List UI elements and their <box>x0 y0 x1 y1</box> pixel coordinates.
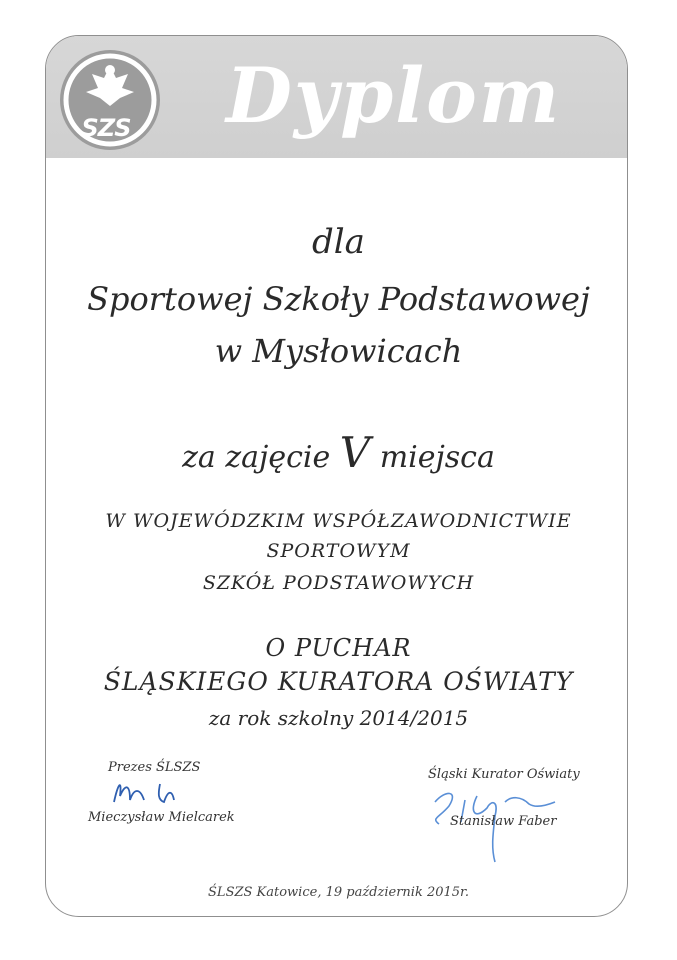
left-signature-name: Mieczysław Mielcarek <box>88 810 235 825</box>
placement-before: za zajęcie <box>182 440 331 475</box>
competition-line-1: W WOJEWÓDZKIM WSPÓŁZAWODNICTWIE <box>105 510 572 532</box>
cup-line-1: O PUCHAR <box>265 634 412 662</box>
recipient-prefix: dla <box>312 222 365 262</box>
footer-text: ŚLSZS Katowice, 19 październik 2015r. <box>208 885 469 900</box>
competition-line-3: SZKÓŁ PODSTAWOWYCH <box>202 572 475 594</box>
left-signature-title: Prezes ŚLSZS <box>108 760 201 775</box>
recipient-line-2: w Mysłowicach <box>214 332 463 370</box>
right-signature-title: Śląski Kurator Oświaty <box>428 767 580 782</box>
placement-line <box>0 428 677 477</box>
right-signature-name: Stanisław Faber <box>450 814 557 829</box>
left-signature-mark <box>100 772 220 812</box>
competition-line-2: SPORTOWYM <box>266 540 411 562</box>
placement-place: V <box>339 428 371 477</box>
recipient-line-1: Sportowej Szkoły Podstawowej <box>87 280 590 318</box>
logo-text: SZS <box>81 114 131 142</box>
placement-after: miejsca <box>379 440 495 475</box>
diploma-title: Dyplom <box>226 51 562 140</box>
cup-line-2: ŚLĄSKIEGO KURATORA OŚWIATY <box>103 667 574 696</box>
cup-year: za rok szkolny 2014/2015 <box>208 706 469 730</box>
